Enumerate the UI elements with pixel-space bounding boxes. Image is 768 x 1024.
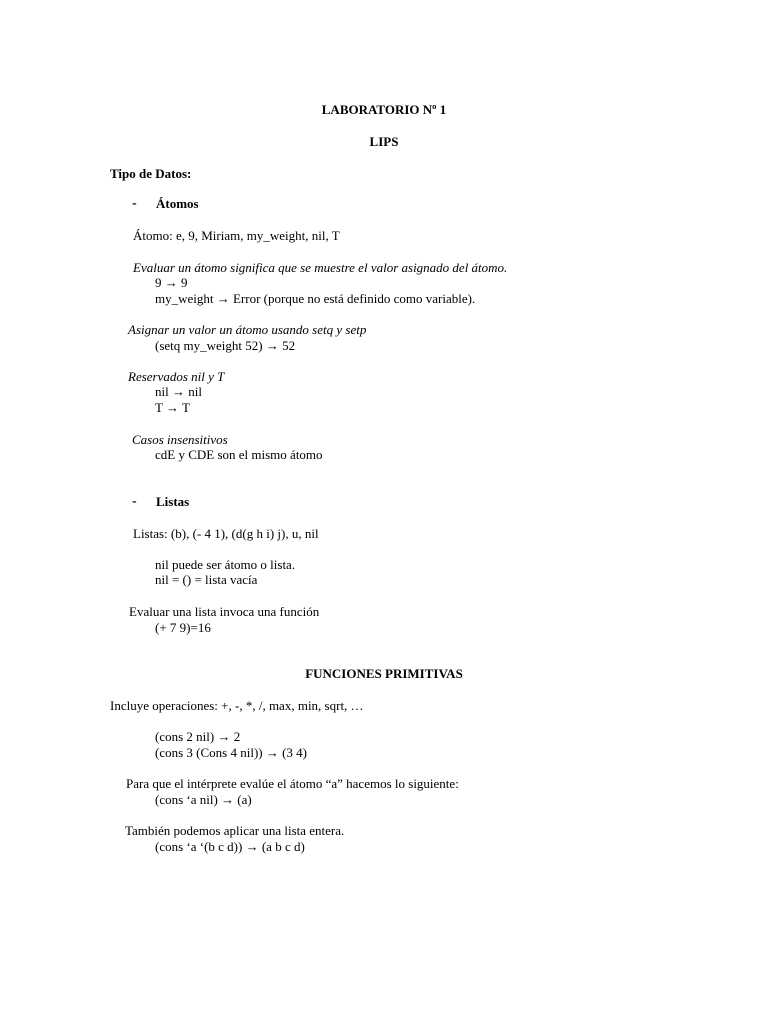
lists-eval-note: Evaluar una lista invoca una función: [129, 604, 320, 619]
atoms-eval-example-2: my_weight → Error (porque no está definido como variable).: [155, 291, 476, 306]
subsection-heading-atoms: Átomos: [156, 196, 199, 211]
primitives-quote-example: (cons ‘a nil) → (a): [155, 792, 252, 807]
primitives-example-2: (cons 3 (Cons 4 nil)) → (3 4): [155, 745, 308, 760]
document-title: LABORATORIO Nº 1: [321, 102, 447, 117]
subsection-heading-lists: Listas: [156, 494, 190, 509]
atoms-reserved-example-1: nil → nil: [155, 384, 202, 399]
bullet-dash: -: [132, 196, 137, 211]
primitives-includes: Incluye operaciones: +, -, *, /, max, min, sqrt, …: [110, 698, 364, 713]
lists-nil-note-1: nil puede ser átomo o lista.: [155, 557, 296, 572]
section-heading-data-types: Tipo de Datos:: [110, 166, 192, 181]
atoms-case-note: Casos insensitivos: [132, 432, 228, 447]
lists-eval-example: (+ 7 9)=16: [155, 620, 211, 635]
bullet-dash: -: [132, 494, 137, 509]
primitives-example-1: (cons 2 nil) → 2: [155, 729, 241, 744]
atoms-assign-note: Asignar un valor un átomo usando setq y setp: [128, 322, 367, 337]
atoms-case-example: cdE y CDE son el mismo átomo: [155, 447, 323, 462]
atoms-reserved-note: Reservados nil y T: [128, 369, 225, 384]
lists-examples: Listas: (b), (- 4 1), (d(g h i) j), u, nil: [133, 526, 319, 541]
atoms-examples: Átomo: e, 9, Miriam, my_weight, nil, T: [133, 228, 340, 243]
document-subtitle: LIPS: [369, 134, 399, 149]
section-heading-primitives: FUNCIONES PRIMITIVAS: [305, 666, 463, 681]
atoms-eval-example-1: 9 → 9: [155, 275, 188, 290]
primitives-list-note: También podemos aplicar una lista entera.: [125, 823, 345, 838]
atoms-reserved-example-2: T → T: [155, 400, 190, 415]
primitives-quote-note: Para que el intérprete evalúe el átomo “a” hacemos lo siguiente:: [126, 776, 459, 791]
lists-nil-note-2: nil = () = lista vacía: [155, 572, 258, 587]
atoms-eval-note: Evaluar un átomo significa que se muestre el valor asignado del átomo.: [133, 260, 508, 275]
primitives-list-example: (cons ‘a ‘(b c d)) → (a b c d): [155, 839, 305, 854]
atoms-assign-example: (setq my_weight 52) → 52: [155, 338, 296, 353]
